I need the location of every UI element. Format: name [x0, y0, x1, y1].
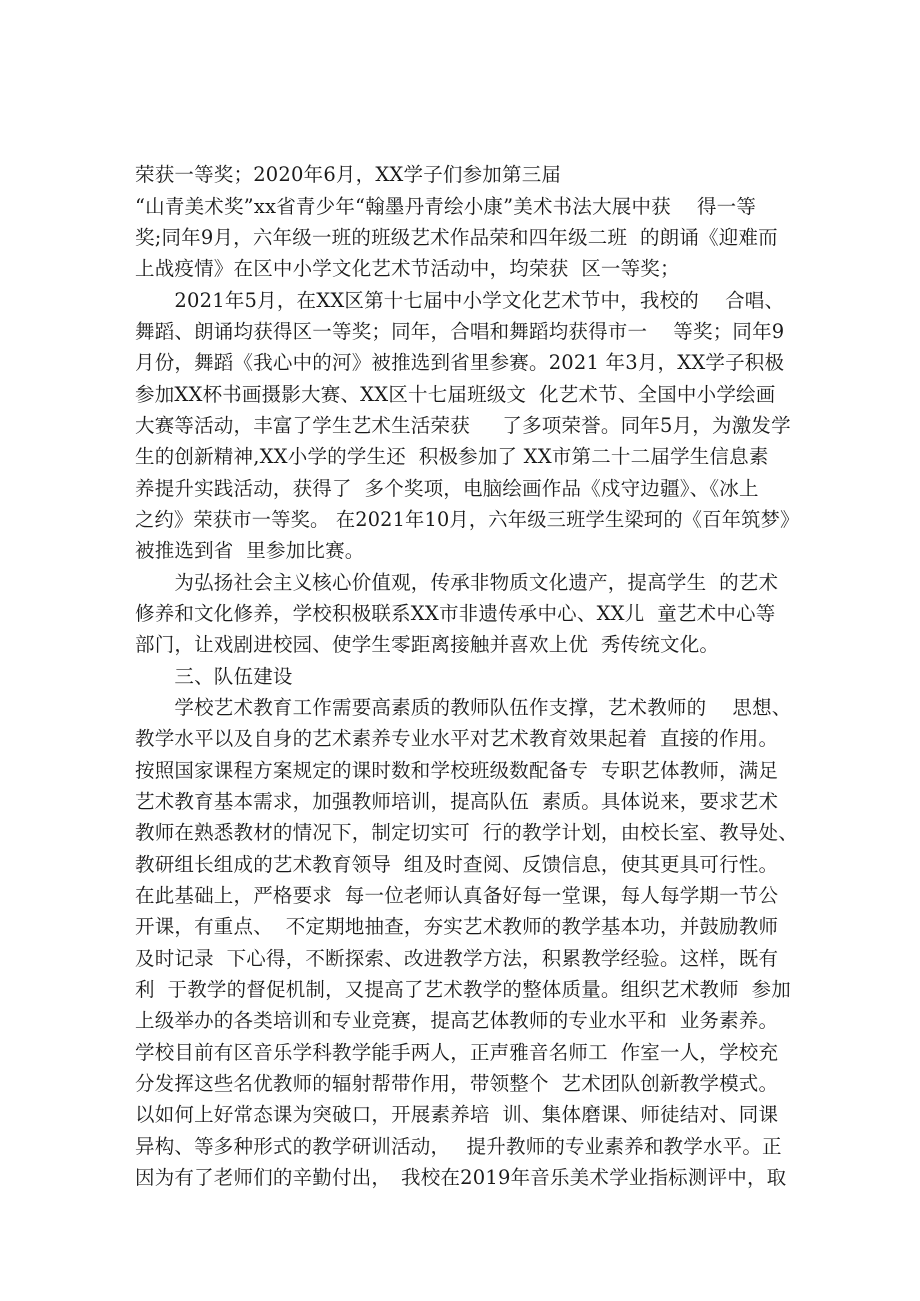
text-line: 上级举办的各类培训和专业竞赛，提高艺体教师的专业水平和 业务素养。	[135, 1009, 779, 1032]
text-line: 艺术教育基本需求，加强教师培训，提高队伍 素质。具体说来，要求艺术	[135, 790, 779, 813]
text-line: 分发挥这些名优教师的辐射帮带作用，带领整个 艺术团队创新教学模式。	[135, 1072, 779, 1095]
text-line: 参加XX杯书画摄影大赛、XX区十七届班级文 化艺术节、全国中小学绘画	[135, 383, 776, 406]
text-line: 在此基础上，严格要求 每一位老师认真备好每一堂课，每人每学期一节公	[135, 884, 779, 907]
text-line: 修养和文化修养，学校积极联系XX市非遗传承中心、XX儿 童艺术中心等	[135, 602, 776, 625]
text-line: 养提升实践活动，获得了 多个奖项，电脑绘画作品《戍守边疆》、《冰上	[135, 477, 759, 500]
text-line: 舞蹈、朗诵均获得区一等奖；同年，合唱和舞蹈均获得市一 等奖；同年9	[135, 320, 785, 343]
text-line: 因为有了老师们的辛勤付出， 我校在2019年音乐美术学业指标测评中，取	[135, 1166, 787, 1189]
text-line: 2021年5月，在XX区第十七届中小学文化艺术节中，我校的 合唱、	[135, 289, 785, 312]
text-line: 教师在熟悉教材的情况下，制定切实可 行的教学计划，由校长室、教导处、	[135, 821, 798, 844]
text-line: 上战疫情》在区中小学文化艺术节活动中，均荣获 区一等奖；	[135, 257, 680, 280]
text-line: 月份，舞蹈《我心中的河》被推选到省里参赛。2021 年3月，XX学子积极	[135, 351, 785, 374]
text-line: 学校目前有区音乐学科教学能手两人，正声雅音名师工 作室一人，学校充	[135, 1041, 779, 1064]
text-line: 利 于教学的督促机制，又提高了艺术教学的整体质量。组织艺术教师 参加	[135, 978, 791, 1001]
text-line: 学校艺术教育工作需要高素质的教师队伍作支撑，艺术教师的 思想、	[135, 696, 792, 719]
text-line: 生的创新精神,XX小学的学生还 积极参加了 XX市第二十二届学生信息素	[135, 445, 769, 468]
text-line: 为弘扬社会主义核心价值观，传承非物质文化遗产，提高学生 的艺术	[135, 571, 779, 594]
text-line: 荣获一等奖；2020年6月，XX学子们参加第三届	[135, 163, 562, 186]
text-line: 异构、等多种形式的教学研训活动， 提升教师的专业素养和教学水平。正	[135, 1135, 782, 1158]
text-line: “山青美术奖”xx省青少年“翰墨丹青绘小康”美术书法大展中获 得一等	[135, 195, 757, 218]
text-line: 以如何上好常态课为突破口，开展素养培 训、集体磨课、师徒结对、同课	[135, 1103, 779, 1126]
text-line: 被推选到省 里参加比赛。	[135, 539, 365, 562]
text-line: 按照国家课程方案规定的课时数和学校班级数配备专 专职艺体教师，满足	[135, 759, 779, 782]
text-line: 大赛等活动，丰富了学生艺术生活荣获 了多项荣誉。同年5月，为激发学	[135, 414, 791, 437]
text-line: 及时记录 下心得，不断探索、改进教学方法，积累教学经验。这样，既有	[135, 947, 779, 970]
text-line: 开课，有重点、 不定期地抽查，夯实艺术教师的教学基本功，并鼓励教师	[135, 915, 779, 938]
text-line: 奖;同年9月，六年级一班的班级艺术作品荣和四年级二班 的朗诵《迎难而	[135, 226, 778, 249]
section-heading: 三、队伍建设	[135, 665, 293, 688]
text-line: 之约》荣获市一等奖。 在2021年10月，六年级三班学生梁珂的《百年筑梦》	[135, 508, 800, 531]
text-line: 教学水平以及自身的艺术素养专业水平对艺术教育效果起着 直接的作用。	[135, 727, 779, 750]
text-line: 部门，让戏剧进校园、使学生零距离接触并喜欢上优 秀传统文化。	[135, 633, 720, 656]
text-line: 教研组长组成的艺术教育领导 组及时查阅、反馈信息，使其更具可行性。	[135, 853, 779, 876]
